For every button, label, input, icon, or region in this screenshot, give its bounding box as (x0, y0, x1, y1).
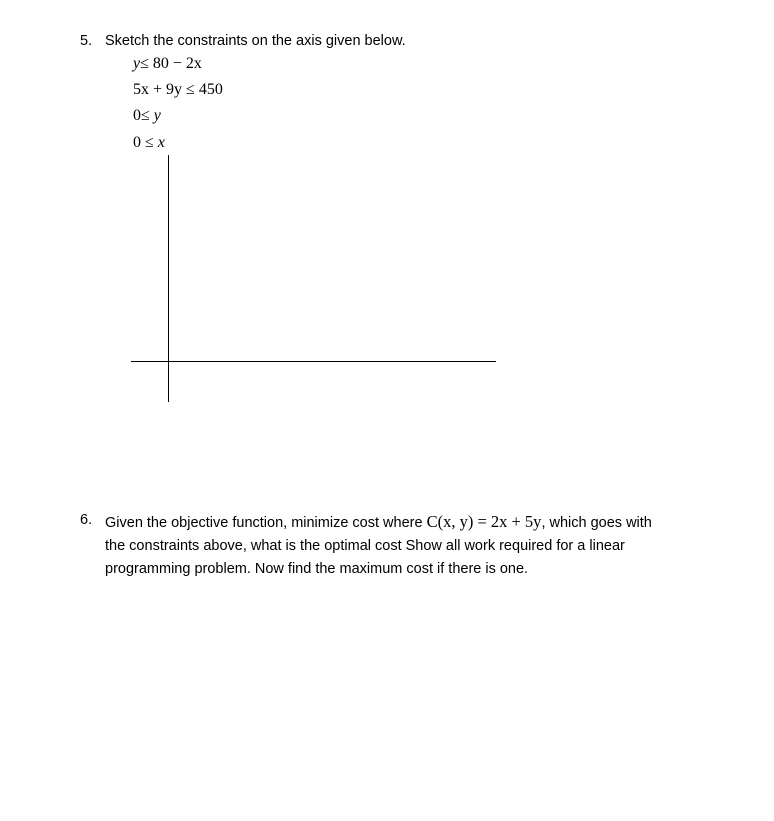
constraint-4-rhs: x (157, 134, 165, 151)
constraint-2-relation: ≤ (186, 81, 195, 98)
blank-graph-y-axis (168, 155, 169, 402)
question-5-prompt: Sketch the constraints on the axis given below. (105, 33, 406, 49)
constraint-3-relation: ≤ (141, 107, 150, 124)
constraint-3-lhs: 0 (133, 107, 141, 124)
constraint-1-relation: ≤ (140, 55, 149, 72)
constraint-1-lhs: y (133, 55, 141, 72)
objective-function: C(x, y) = 2x + 5y (426, 512, 542, 531)
question-6-line-3: programming problem. Now find the maximum cost if there is one. (105, 561, 529, 577)
constraint-3-rhs: y (153, 107, 161, 124)
question-6-number: 6. (80, 512, 93, 528)
constraint-4-lhs: 0 (133, 134, 141, 151)
constraint-4 (133, 134, 165, 152)
question-6-text-after: , which goes with (541, 515, 652, 531)
blank-graph-x-axis (131, 361, 496, 362)
constraint-4-relation: ≤ (145, 134, 154, 151)
question-6-line-1 (105, 512, 652, 532)
question-6-text-before: Given the objective function, minimize cost where (105, 515, 423, 531)
question-5-number: 5. (80, 33, 93, 49)
constraint-2-lhs: 5x + 9y (133, 81, 183, 98)
constraint-2 (133, 81, 223, 99)
constraint-1 (133, 55, 202, 73)
question-6-line-2: the constraints above, what is the optimal cost Show all work required for a linear (105, 538, 625, 554)
constraint-2-rhs: 450 (198, 81, 223, 98)
constraint-1-rhs: 80 − 2x (152, 55, 202, 72)
constraint-3 (133, 107, 161, 125)
